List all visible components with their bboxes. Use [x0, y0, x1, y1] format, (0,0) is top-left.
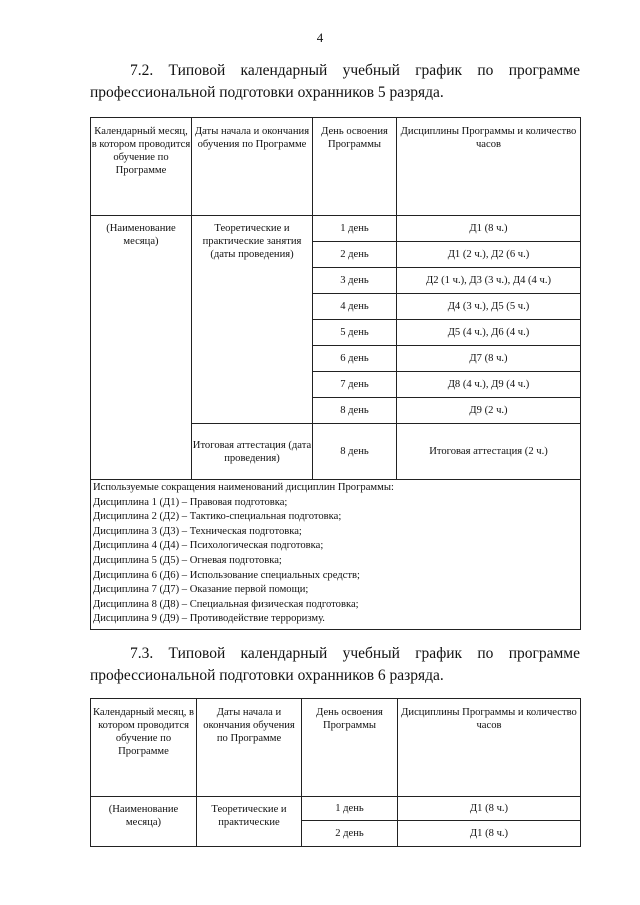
header-dates: Даты начала и окончания обучения по Программе: [192, 118, 313, 216]
discipline-cell: Д1 (8 ч.): [398, 821, 581, 847]
abbreviations-title: Используемые сокращения наименований дисциплин Программы:: [93, 482, 394, 493]
section-7-2-title-line1: 7.2. Типовой календарный учебный график по программе: [130, 62, 580, 79]
header-disciplines: Дисциплины Программы и количество часов: [397, 118, 581, 216]
discipline-cell: Д1 (8 ч.): [398, 797, 581, 821]
section-7-3-title-line1: 7.3. Типовой календарный учебный график по программе: [130, 645, 580, 662]
section-7-2-title-line2: профессиональной подготовки охранников 5 разряда.: [90, 84, 444, 101]
theory-cell: Теоретические и практические: [197, 797, 302, 847]
abbreviation-item: Дисциплина 7 (Д7) – Оказание первой помощи;: [93, 584, 309, 596]
header-disciplines: Дисциплины Программы и количество часов: [398, 699, 581, 797]
day-cell: 4 день: [313, 294, 397, 320]
day-cell: 2 день: [313, 242, 397, 268]
discipline-cell: Д1 (2 ч.), Д2 (6 ч.): [397, 242, 581, 268]
discipline-cell: Д5 (4 ч.), Д6 (4 ч.): [397, 320, 581, 346]
page-number: 4: [316, 30, 324, 45]
day-cell: 7 день: [313, 372, 397, 398]
discipline-cell: Д2 (1 ч.), Д3 (3 ч.), Д4 (4 ч.): [397, 268, 581, 294]
abbreviation-item: Дисциплина 5 (Д5) – Огневая подготовка;: [93, 554, 282, 566]
day-cell: 2 день: [302, 821, 398, 847]
day-cell: 1 день: [313, 216, 397, 242]
discipline-cell: Д9 (2 ч.): [397, 398, 581, 424]
day-cell: 8 день: [313, 398, 397, 424]
section-7-3-title: [90, 643, 580, 687]
schedule-table-6: [90, 698, 581, 847]
day-cell: 6 день: [313, 346, 397, 372]
header-month: Календарный месяц, в котором проводится обучение по Программе: [91, 699, 197, 797]
final-discipline-cell: Итоговая аттестация (2 ч.): [397, 424, 581, 480]
day-cell: 3 день: [313, 268, 397, 294]
abbreviations-list: [93, 481, 578, 627]
day-cell: 5 день: [313, 320, 397, 346]
theory-cell: Теоретические и практические занятия (даты проведения): [192, 216, 313, 424]
abbreviation-item: Дисциплина 4 (Д4) – Психологическая подготовка;: [93, 540, 324, 552]
header-dates: Даты начала и окончания обучения по Программе: [197, 699, 302, 797]
section-7-3-title-line2: профессиональной подготовки охранников 6 разряда.: [90, 667, 444, 684]
month-cell: (Наименование месяца): [91, 216, 192, 480]
abbreviation-item: Дисциплина 3 (Д3) – Техническая подготовка;: [93, 525, 302, 537]
day-cell: 1 день: [302, 797, 398, 821]
abbreviation-item: Дисциплина 1 (Д1) – Правовая подготовка;: [93, 496, 288, 508]
month-cell: (Наименование месяца): [91, 797, 197, 847]
header-month: Календарный месяц, в котором проводится обучение по Программе: [91, 118, 192, 216]
abbreviation-item: Дисциплина 8 (Д8) – Специальная физическая подготовка;: [93, 598, 359, 610]
section-7-2-title: [90, 60, 580, 104]
discipline-cell: Д8 (4 ч.), Д9 (4 ч.): [397, 372, 581, 398]
abbreviation-item: Дисциплина 9 (Д9) – Противодействие терроризму.: [93, 613, 325, 625]
header-day: День освоения Программы: [313, 118, 397, 216]
final-day-cell: 8 день: [313, 424, 397, 480]
discipline-cell: Д4 (3 ч.), Д5 (5 ч.): [397, 294, 581, 320]
final-attestation-label: Итоговая аттестация (дата проведения): [192, 424, 313, 480]
abbreviation-item: Дисциплина 2 (Д2) – Тактико-специальная подготовка;: [93, 511, 342, 523]
abbreviation-item: Дисциплина 6 (Д6) – Использование специальных средств;: [93, 569, 360, 581]
header-day: День освоения Программы: [302, 699, 398, 797]
discipline-cell: Д7 (8 ч.): [397, 346, 581, 372]
discipline-cell: Д1 (8 ч.): [397, 216, 581, 242]
